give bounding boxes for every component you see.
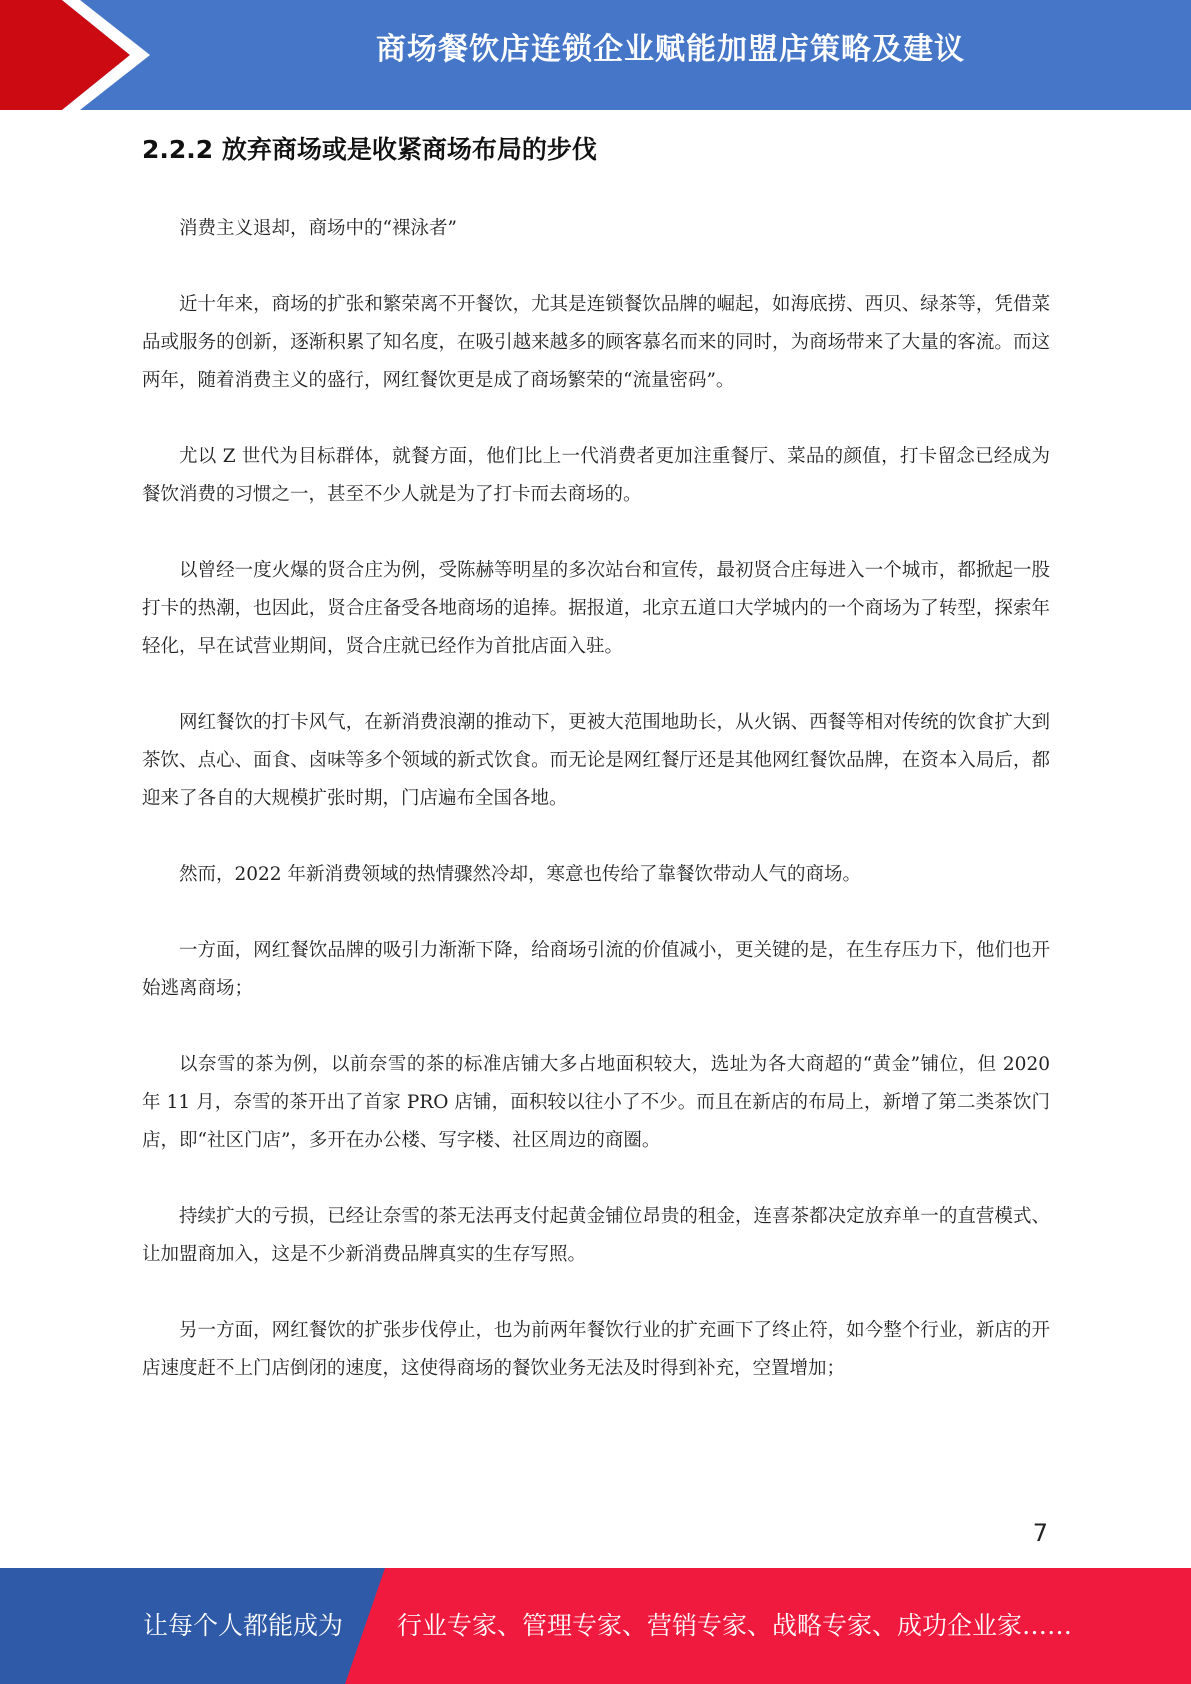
paragraph: 网红餐饮的打卡风气，在新消费浪潮的推动下，更被大范围地助长，从火锅、西餐等相对传统的饮食扩大到茶饮、点心、面食、卤味等多个领域的新式饮食。而无论是网红餐厅还是其他网红餐饮品牌，在资本入局后，都迎来了各自的大规模扩张时期，门店遍布全国各地。 [142,712,1050,809]
page-header [0,0,1191,110]
paragraph: 持续扩大的亏损，已经让奈雪的茶无法再支付起黄金铺位昂贵的租金，连喜茶都决定放弃单一的直营模式、让加盟商加入，这是不少新消费品牌真实的生存写照。 [142,1206,1050,1265]
paragraph: 尤以 Z 世代为目标群体，就餐方面，他们比上一代消费者更加注重餐厅、菜品的颜值，打卡留念已经成为餐饮消费的习惯之一，甚至不少人就是为了打卡而去商场的。 [142,446,1050,505]
header-arrow-accent [0,0,160,110]
paragraph: 另一方面，网红餐饮的扩张步伐停止，也为前两年餐饮行业的扩充画下了终止符，如今整个行业，新店的开店速度赶不上门店倒闭的速度，这使得商场的餐饮业务无法及时得到补充，空置增加； [142,1320,1050,1379]
paragraph: 然而，2022 年新消费领域的热情骤然冷却，寒意也传给了靠餐饮带动人气的商场。 [179,864,861,885]
paragraph: 近十年来，商场的扩张和繁荣离不开餐饮，尤其是连锁餐饮品牌的崛起，如海底捞、西贝、绿茶等，凭借菜品或服务的创新，逐渐积累了知名度，在吸引越来越多的顾客慕名而来的同时，为商场带来了大量的客流。而这两年，随着消费主义的盛行，网红餐饮更是成了商场繁荣的“流量密码”。 [142,294,1050,391]
section-heading: 2.2.2 放弃商场或是收紧商场布局的步伐 [142,135,597,164]
paragraph: 消费主义退却，商场中的“裸泳者” [179,218,457,239]
footer-slogan-right: 行业专家、管理专家、营销专家、战略专家、成功企业家…… [397,1611,1073,1640]
paragraph: 以曾经一度火爆的贤合庄为例，受陈赫等明星的多次站台和宣传，最初贤合庄每进入一个城市，都掀起一股打卡的热潮，也因此，贤合庄备受各地商场的追捧。据报道，北京五道口大学城内的一个商场为了转型，探索年轻化，早在试营业期间，贤合庄就已经作为首批店面入驻。 [142,560,1050,657]
paragraph: 一方面，网红餐饮品牌的吸引力渐渐下降，给商场引流的价值减小，更关键的是，在生存压力下，他们也开始逃离商场； [142,940,1050,999]
footer-slogan-left: 让每个人都能成为 [143,1611,344,1640]
document-body [142,210,1050,1426]
document-title: 商场餐饮店连锁企业赋能加盟店策略及建议 [376,32,965,67]
page-footer [0,1568,1191,1684]
paragraph: 以奈雪的茶为例，以前奈雪的茶的标准店铺大多占地面积较大，选址为各大商超的“黄金”铺位，但 2020 年 11 月，奈雪的茶开出了首家 PRO 店铺，面积较以往小了不少。而且在新店的布局上，新增了第二类茶饮门店，即“社区门店”，多开在办公楼、写字楼、社区周边的商圈。 [142,1054,1050,1151]
page-number: 7 [1032,1519,1048,1547]
